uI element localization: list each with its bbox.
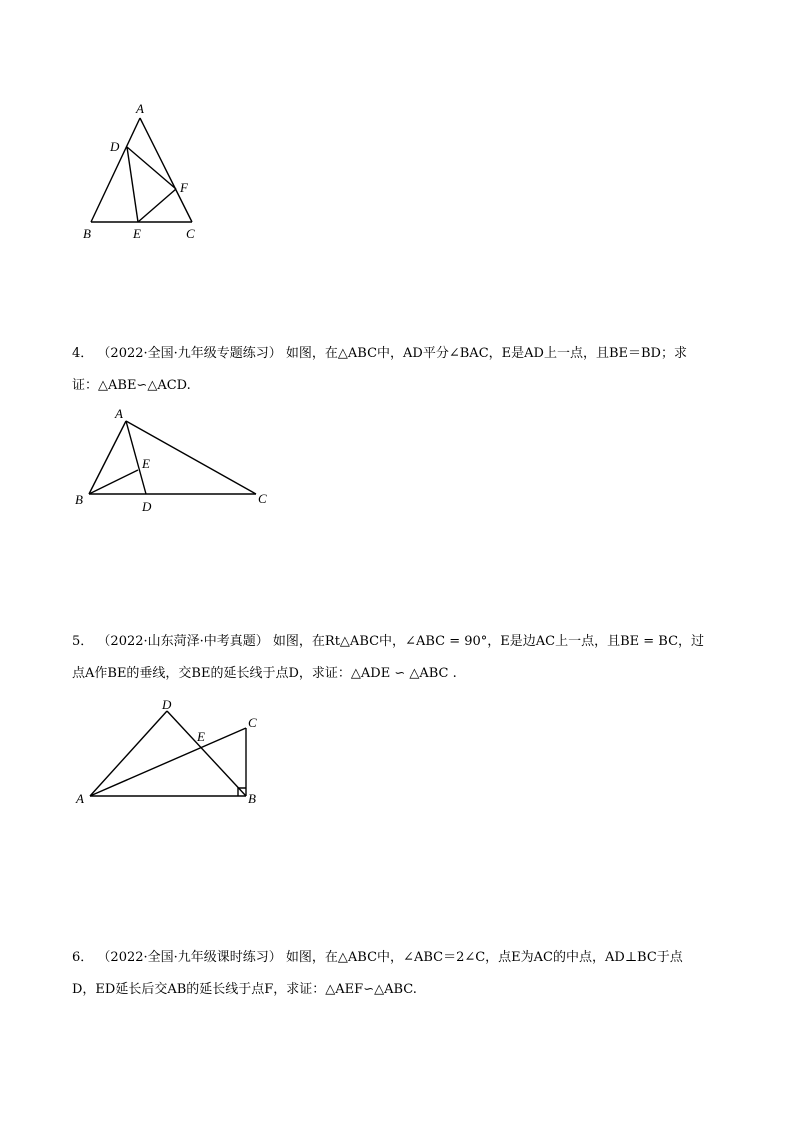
label-e: E [133, 226, 141, 241]
label-a: A [136, 101, 144, 116]
label-c: C [248, 715, 257, 730]
problem-4-line-2 [72, 370, 732, 402]
problem-6-line-1 [72, 942, 732, 974]
segment-ef [138, 189, 176, 222]
problem-5-text-2: 点A作BE的垂线，交BE的延长线于点D，求证：△ADE ∽ △ABC . [72, 666, 457, 681]
problem-5-source: （2022·山东菏泽·中考真题） [97, 634, 269, 649]
label-b: B [248, 791, 256, 806]
problem-4-number: 4． [72, 346, 94, 361]
label-e: E [142, 456, 150, 471]
segment-ac [140, 118, 192, 222]
problem-6-line-2 [72, 974, 732, 1006]
problem-5-line-1 [72, 626, 732, 658]
problem-4-line-1 [72, 338, 732, 370]
figure-4-svg [70, 400, 280, 515]
problem-6-text-1: 如图，在△ABC中，∠ABC＝2∠C，点E为AC的中点，AD⊥BC于点 [285, 950, 683, 965]
label-d: D [142, 499, 152, 514]
segment-de [127, 147, 138, 222]
problem-4-source: （2022·全国·九年级专题练习） [97, 346, 282, 361]
segment-db [167, 711, 246, 796]
problem-6-number: 6． [72, 950, 94, 965]
label-b: B [83, 226, 91, 241]
segment-ad [90, 711, 167, 796]
problem-6-text-2: D，ED延长后交AB的延长线于点F，求证：△AEF∽△ABC. [72, 982, 417, 997]
figure-problem-5 [70, 695, 270, 815]
figure-problem-4 [70, 400, 280, 515]
label-a: A [115, 406, 123, 421]
segment-ab [89, 421, 126, 494]
label-e: E [197, 729, 205, 744]
label-c: C [258, 491, 267, 506]
segment-ac [90, 728, 246, 796]
problem-4 [72, 338, 732, 402]
problem-4-text-1: 如图，在△ABC中，AD平分∠BAC，E是AD上一点，且BE＝BD；求 [285, 346, 687, 361]
figure-5-svg [70, 695, 270, 815]
label-d: D [110, 139, 120, 154]
figure-3-svg [70, 95, 230, 245]
problem-5-line-2 [72, 658, 732, 690]
problem-5-text-1: 如图，在Rt△ABC中，∠ABC = 90°，E是边AC上一点，且BE = BC，过 [272, 634, 705, 649]
problem-4-text-2: 证：△ABE∽△ACD. [72, 378, 191, 393]
label-b: B [75, 492, 83, 507]
label-d: D [162, 697, 172, 712]
segment-ab [91, 118, 140, 222]
label-f: F [180, 180, 188, 195]
label-c: C [186, 226, 195, 241]
figure-problem-3 [70, 95, 230, 245]
problem-5 [72, 626, 732, 690]
problem-5-number: 5． [72, 634, 94, 649]
problem-6 [72, 942, 732, 1006]
segment-df [127, 147, 176, 189]
problem-6-source: （2022·全国·九年级课时练习） [97, 950, 282, 965]
label-a: A [76, 791, 84, 806]
segment-be [89, 470, 138, 494]
